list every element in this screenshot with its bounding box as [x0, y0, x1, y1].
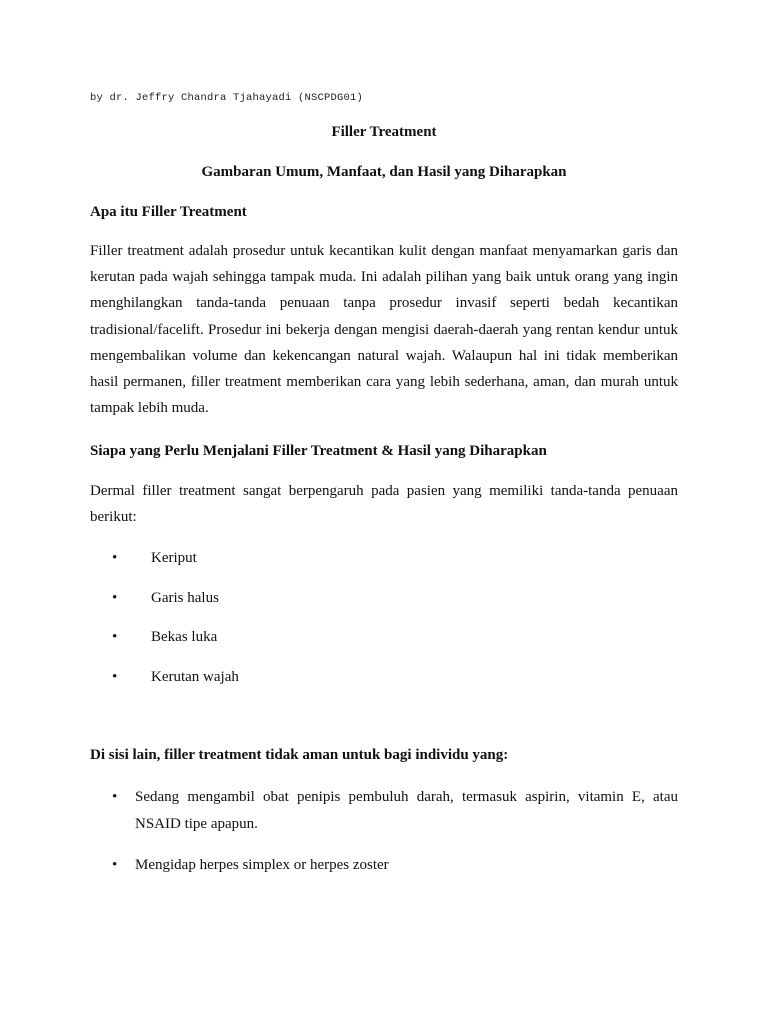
author-byline: by dr. Jeffry Chandra Tjahayadi (NSCPDG01): [90, 92, 364, 104]
list-item: [90, 852, 678, 879]
list-item-text: Keriput: [151, 550, 197, 566]
list-item-text: Garis halus: [151, 589, 219, 606]
section-paragraph-siapa: Dermal filler treatment sangat berpengaruh pada pasien yang memiliki tanda-tanda penuaan berikut:: [90, 483, 678, 526]
bullet-icon: •: [112, 857, 118, 873]
list-item-text: Sedang mengambil obat penipis pembuluh darah, termasuk aspirin, vitamin E, atau NSAID tipe apapun.: [135, 789, 678, 832]
section-heading-tidak-aman: Di sisi lain, filler treatment tidak aman untuk bagi individu yang:: [90, 747, 509, 763]
list-item-text: Kerutan wajah: [151, 669, 239, 686]
bullet-icon: •: [112, 629, 118, 646]
list-item: [90, 548, 678, 588]
list-item: [90, 784, 678, 838]
section-paragraph-apa-itu: Filler treatment adalah prosedur untuk kecantikan kulit dengan manfaat menyamarkan garis dan kerutan pada wajah sehingga tampak muda. Ini adalah pilihan yang baik untuk orang yang ingin menghilangkan tanda-tanda penuaan tanpa prosedur invasif seperti bedah kecantikan tradisional/facelift. Prosedur ini bekerja dengan mengisi daerah-daerah yang rentan kendur untuk mengembalikan volume dan kekencangan natural wajah. Walaupun hal ini tidak memberikan hasil permanen, filler treatment memberikan cara yang lebih sederhana, aman, dan murah untuk tampak lebih muda.: [90, 243, 678, 417]
contraindications-list: [90, 784, 678, 879]
document-subtitle: Gambaran Umum, Manfaat, dan Hasil yang Diharapkan: [201, 164, 567, 180]
document-title: Filler Treatment: [331, 124, 437, 140]
list-item: [90, 627, 678, 667]
bullet-icon: •: [112, 550, 118, 566]
signs-of-aging-list: [90, 548, 678, 707]
list-item-text: Bekas luka: [151, 629, 218, 646]
bullet-icon: •: [112, 589, 118, 606]
section-heading-apa-itu: Apa itu Filler Treatment: [90, 204, 247, 220]
section-heading-siapa: Siapa yang Perlu Menjalani Filler Treatment & Hasil yang Diharapkan: [90, 443, 547, 459]
list-item: [90, 588, 678, 628]
list-item: [90, 667, 678, 707]
bullet-icon: •: [112, 669, 118, 686]
bullet-icon: •: [112, 789, 118, 805]
list-item-text: Mengidap herpes simplex or herpes zoster: [135, 857, 389, 873]
